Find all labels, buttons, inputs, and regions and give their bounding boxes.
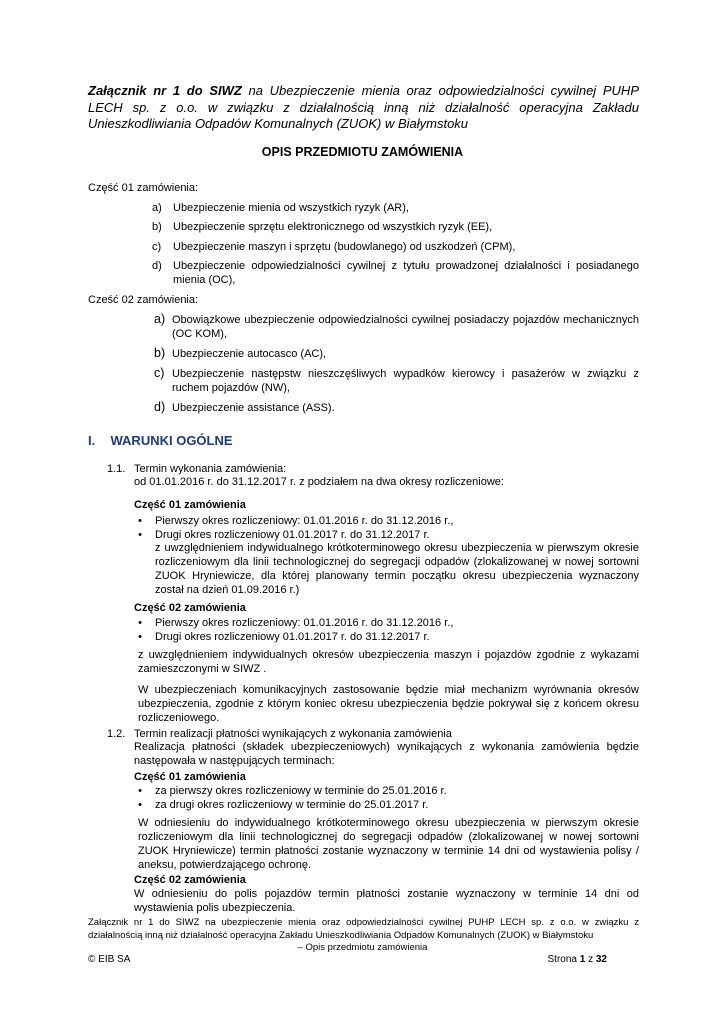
- section-number: I.: [88, 433, 96, 448]
- bullet-icon: •: [138, 529, 142, 541]
- s12-number: 1.2.: [107, 728, 126, 740]
- s11-c01-bullet1: Pierwszy okres rozliczeniowy: 01.01.2016 r. do 31.12.2016 r.,: [155, 515, 454, 527]
- part1-letter-d: d): [152, 260, 162, 272]
- section-heading: [88, 433, 233, 448]
- s11-c01-bullet2: Drugi okres rozliczeniowy 01.01.2017 r. do 31.12.2017 r.: [155, 529, 430, 541]
- s11-c01-heading: Część 01 zamówienia: [134, 499, 246, 511]
- part1-letter-b: b): [152, 221, 162, 233]
- intro-text: na Ubezpieczenie mienia oraz odpowiedzialności cywilnej PUHP LECH sp. z o.o. w związku z działalnością inną niż działalność operacyjna Zakładu Unieszkodliwiania Odpadów Komunalnych (ZUOK) w Białymstoku: [88, 83, 639, 131]
- s11-number: 1.1.: [107, 463, 126, 475]
- part2-heading: Cześć 02 zamówienia:: [88, 294, 199, 306]
- s12-c01-bullet2: za drugi okres rozliczeniowy w terminie do 25.01.2017 r.: [155, 799, 429, 811]
- part1-item-b: Ubezpieczenie sprzętu elektronicznego od wszystkich ryzyk (EE),: [173, 221, 493, 233]
- s11-title: Termin wykonania zamówienia:: [134, 463, 287, 475]
- part2-letter-d: d): [154, 400, 166, 414]
- page-separator: z: [588, 954, 594, 965]
- part1-letter-a: a): [152, 202, 162, 214]
- s11-c02-note1: z uwzględnieniem indywidualnych okresów ubezpieczenia maszyn i pojazdów zgodnie z wykazami zamieszczonymi w SIWZ .: [138, 649, 639, 675]
- s12-c01-heading: Część 01 zamówienia: [134, 771, 246, 783]
- part1-heading: Część 01 zamówienia:: [88, 182, 199, 194]
- s11-period: od 01.01.2016 r. do 31.12.2017 r. z podziałem na dwa okresy rozliczeniowe:: [134, 476, 504, 488]
- footer-copyright: © EIB SA: [88, 954, 131, 965]
- bullet-icon: •: [138, 785, 142, 797]
- footer-text: Załącznik nr 1 do SIWZ na ubezpieczenie mienia oraz odpowiedzialności cywilnej PUHP LECH sp. z o.o. w związku z działalnością inną niż działalność operacyjna Zakładu Unieszkodliwiania Odpadów Komunalnych (ZUOK) w Białymstoku: [88, 917, 639, 941]
- page-current: 1: [579, 954, 586, 965]
- bullet-icon: •: [138, 631, 142, 643]
- intro-bold: Załącznik nr 1 do SIWZ: [88, 83, 242, 98]
- part1-item-c: Ubezpieczenie maszyn i sprzętu (budowlanego) od uszkodzeń (CPM),: [173, 241, 516, 253]
- part1-letter-c: c): [152, 241, 162, 253]
- s11-c01-note: z uwzględnieniem indywidualnego krótkoterminowego okresu ubezpieczenia w pierwszym okresie rozliczeniowym dla linii technologicznej do segregacji odpadów (zlokalizowanej w nowej sortowni ZUOK Hryniewicze, dla której planowany termin początku okresu ubezpieczenia wyznaczony został na dzień 01.09.2016 r.): [155, 542, 639, 596]
- part2-item-b: Ubezpieczenie autocasco (AC),: [172, 348, 327, 360]
- bullet-icon: •: [138, 617, 142, 629]
- part1-item-a: Ubezpieczenie mienia od wszystkich ryzyk (AR),: [173, 202, 409, 214]
- intro-paragraph: [88, 83, 639, 133]
- page-number: [548, 954, 608, 965]
- bullet-icon: •: [138, 799, 142, 811]
- bullet-icon: •: [138, 515, 142, 527]
- s11-c02-heading: Część 02 zamówienia: [134, 602, 246, 614]
- part2-item-d: Ubezpieczenie assistance (ASS).: [172, 402, 335, 414]
- section-title: WARUNKI OGÓLNE: [110, 433, 233, 448]
- part2-item-a: Obowiązkowe ubezpieczenie odpowiedzialności cywilnej posiadaczy pojazdów mechanicznych (OC KOM),: [172, 314, 639, 340]
- part2-item-c: Ubezpieczenie następstw nieszczęśliwych wypadków kierowcy i pasażerów w związku z ruchem pojazdów (NW),: [172, 368, 639, 394]
- s12-c01-bullet1: za pierwszy okres rozliczeniowy w terminie do 25.01.2016 r.: [155, 785, 447, 797]
- part2-letter-a: a): [154, 312, 166, 326]
- s12-c01-note: W odniesieniu do indywidualnego krótkoterminowego okresu ubezpieczenia w pierwszym okresie rozliczeniowym dla linii technologicznej do segregacji odpadów (zlokalizowanej w nowej sortowni ZUOK Hryniewicze) termin płatności zostanie wyznaczony w terminie 14 dni od wystawienia polisy / aneksu, potwierdzającego ochronę.: [138, 817, 639, 871]
- s12-c02-note: W odniesieniu do polis pojazdów termin płatności zostanie wyznaczony w terminie 14 dni od wystawienia polis ubezpieczenia.: [134, 888, 639, 914]
- s11-c02-bullet1: Pierwszy okres rozliczeniowy: 01.01.2016 r. do 31.12.2016 r.,: [155, 617, 454, 629]
- part1-item-d: Ubezpieczenie odpowiedzialności cywilnej z tytułu prowadzonej działalności i posiadanego mienia (OC),: [173, 260, 639, 286]
- s11-c02-note2: W ubezpieczeniach komunikacyjnych zastosowanie będzie miał mechanizm wyrównania okresów ubezpieczenia, zgodnie z którym koniec okresu ubezpieczenia będzie pokrywał się z końcem okresu rozliczeniowego.: [138, 684, 639, 724]
- part2-letter-c: c): [154, 366, 165, 380]
- page-total: 32: [595, 954, 607, 965]
- footer-subtitle: – Opis przedmiotu zamówienia: [297, 942, 428, 953]
- s11-c02-bullet2: Drugi okres rozliczeniowy 01.01.2017 r. do 31.12.2017 r.: [155, 631, 430, 643]
- page-label: Strona: [547, 954, 577, 965]
- s12-text: Realizacja płatności (składek ubezpieczeniowych) wynikających z wykonania zamówienia będzie następowała w następujących terminach:: [134, 741, 639, 767]
- part2-letter-b: b): [154, 346, 166, 360]
- s12-title: Termin realizacji płatności wynikających z wykonania zamówienia: [134, 728, 452, 740]
- page-title: OPIS PRZEDMIOTU ZAMÓWIENIA: [261, 145, 464, 159]
- s12-c02-heading: Część 02 zamówienia: [134, 874, 246, 886]
